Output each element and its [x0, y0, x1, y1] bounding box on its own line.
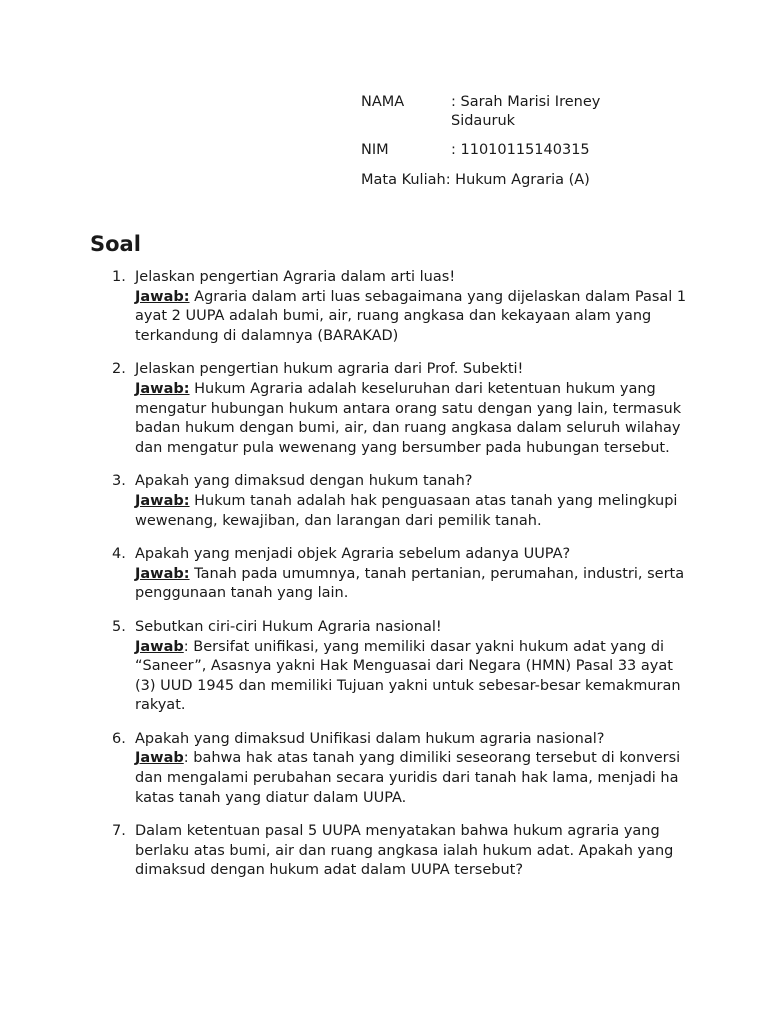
question-text: Sebutkan ciri-ciri Hukum Agraria nasional! [135, 618, 442, 635]
answer-text: Hukum tanah adalah hak penguasaan atas tanah yang melingkupi wewenang, kewajiban, dan larangan dari pemilik tanah. [135, 492, 678, 529]
nim-value: : 11010115140315 [451, 142, 590, 158]
question-number: 3. [112, 473, 126, 490]
answer-block [135, 288, 692, 347]
info-row-name [361, 93, 661, 141]
question-item [112, 618, 692, 716]
question-number: 5. [112, 618, 126, 635]
question-text: Apakah yang dimaksud Unifikasi dalam hukum agraria nasional? [135, 730, 605, 747]
answer-label: Jawab: [135, 492, 190, 509]
course-value: : Hukum Agraria (A) [445, 172, 590, 188]
nim-label: NIM [361, 142, 389, 158]
answer-text: : bahwa hak atas tanah yang dimiliki seseorang tersebut di konversi dan mengalami perubahan secara yuridis dari tanah hak lama, menjadi ha katas tanah yang diatur dalam UUPA. [135, 750, 681, 806]
answer-block [135, 638, 692, 716]
question-text: Dalam ketentuan pasal 5 UUPA menyatakan bahwa hukum agraria yang berlaku atas bumi, air dan ruang angkasa ialah hukum adat. Apakah yang dimaksud dengan hukum adat dalam UUPA tersebut? [135, 823, 674, 879]
answer-label: Jawab: [135, 288, 190, 305]
answer-label: Jawab: [135, 565, 190, 582]
answer-block [135, 749, 692, 808]
answer-label: Jawab [135, 750, 184, 767]
section-title: Soal [90, 232, 141, 256]
question-number: 1. [112, 269, 126, 285]
answer-label: Jawab: [135, 380, 190, 397]
student-info [361, 93, 661, 190]
answer-block [135, 565, 692, 604]
question-item [112, 730, 692, 808]
question-list [112, 268, 692, 895]
answer-text: : Bersifat unifikasi, yang memiliki dasar yakni hukum adat yang di “Saneer”, Asasnya yakni Hak Menguasai dari Negara (HMN) Pasal 33 ayat (3) UUD 1945 dan memiliki Tujuan yakni untuk sebesar-besar kemakmuran rakyat. [135, 638, 681, 714]
question-item [112, 472, 692, 531]
answer-text: Agraria dalam arti luas sebagaimana yang dijelaskan dalam Pasal 1 ayat 2 UUPA adalah bumi, air, ruang angkasa dan kekayaan alam yang terkandung di dalamnya (BARAKAD) [135, 288, 687, 344]
question-item [112, 268, 692, 346]
question-item [112, 822, 692, 881]
answer-label: Jawab [135, 638, 184, 655]
question-number: 4. [112, 546, 126, 563]
name-label: NAMA [361, 94, 405, 110]
question-number: 7. [112, 823, 126, 840]
question-number: 2. [112, 361, 126, 378]
question-text: Jelaskan pengertian hukum agraria dari Prof. Subekti! [135, 361, 524, 378]
question-text: Apakah yang menjadi objek Agraria sebelum adanya UUPA? [135, 546, 571, 563]
question-item [112, 545, 692, 604]
info-row-nim [361, 141, 661, 171]
info-row-course [361, 171, 661, 190]
question-text: Jelaskan pengertian Agraria dalam arti luas! [135, 269, 456, 285]
answer-block [135, 492, 692, 531]
answer-text: Tanah pada umumnya, tanah pertanian, perumahan, industri, serta penggunaan tanah yang lain. [135, 565, 685, 602]
question-number: 6. [112, 730, 126, 747]
question-item [112, 360, 692, 458]
question-text: Apakah yang dimaksud dengan hukum tanah? [135, 473, 473, 490]
name-value: : Sarah Marisi Ireney Sidauruk [451, 94, 601, 129]
course-label: Mata Kuliah [361, 172, 446, 188]
answer-block [135, 380, 692, 458]
answer-text: Hukum Agraria adalah keseluruhan dari ketentuan hukum yang mengatur hubungan hukum antara orang satu dengan yang lain, termasuk badan hukum dengan bumi, air, dan ruang angkasa dalam seluruh wilahay dan mengatur pula wewenang yang bersumber pada hubungan tersebut. [135, 380, 682, 456]
